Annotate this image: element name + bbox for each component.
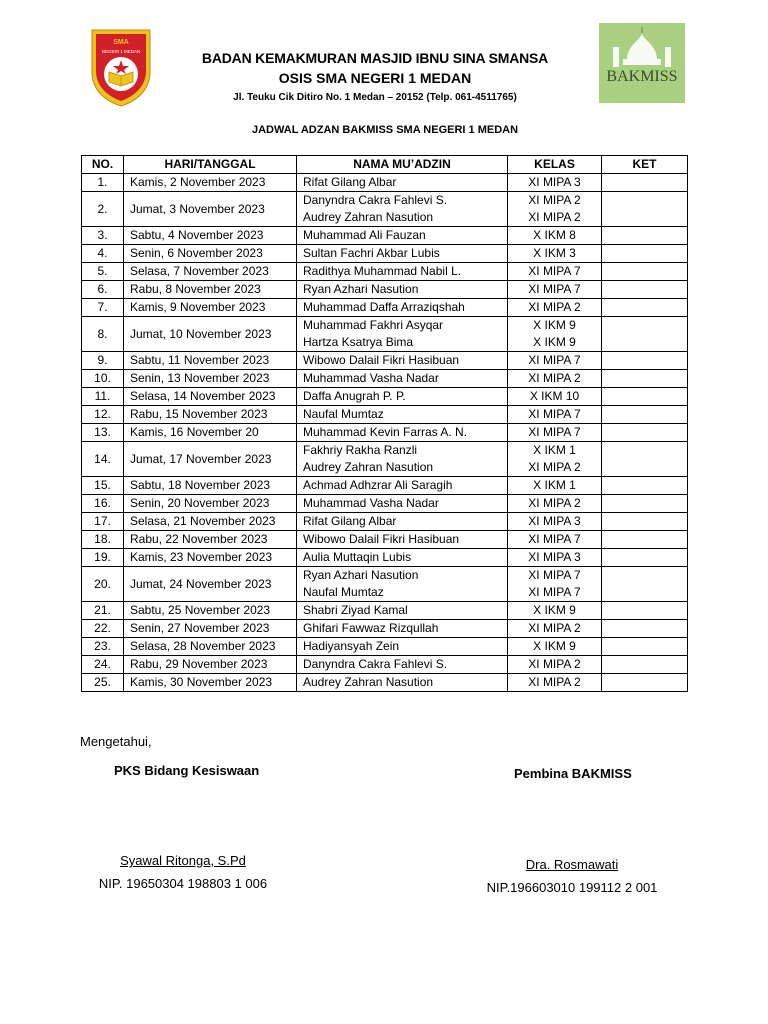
row-date: Rabu, 15 November 2023 xyxy=(124,406,297,424)
row-kelas xyxy=(508,352,602,370)
table-row xyxy=(82,424,688,442)
row-muadzin xyxy=(297,531,508,549)
row-number: 3. xyxy=(82,227,124,245)
logo-top-text: SMA xyxy=(113,39,129,46)
row-number: 14. xyxy=(82,442,124,477)
muadzin-name: Muhammad Ali Fauzan xyxy=(303,228,426,242)
muadzin-name: Muhammad Daffa Arraziqshah xyxy=(303,300,465,314)
kelas-value: XI MIPA 7 xyxy=(528,353,581,367)
kelas-value: X IKM 9 xyxy=(533,318,576,332)
kelas-value: X IKM 10 xyxy=(529,389,580,403)
muadzin-name: Danyndra Cakra Fahlevi S. xyxy=(303,657,448,671)
row-kelas xyxy=(508,531,602,549)
row-ket xyxy=(602,531,688,549)
row-ket xyxy=(602,352,688,370)
row-kelas xyxy=(508,299,602,317)
kelas-value: XI MIPA 2 xyxy=(528,300,581,314)
row-kelas xyxy=(508,567,602,602)
row-number: 8. xyxy=(82,317,124,352)
right-signatory-role: Pembina BAKMISS xyxy=(514,766,632,781)
left-signatory-role: PKS Bidang Kesiswaan xyxy=(114,763,260,778)
kelas-value: XI MIPA 7 xyxy=(528,532,581,546)
bakmiss-logo-text: BAKMISS xyxy=(606,68,678,85)
row-ket xyxy=(602,299,688,317)
kelas-value: XI MIPA 2 xyxy=(528,657,581,671)
table-row xyxy=(82,281,688,299)
row-ket xyxy=(602,602,688,620)
row-kelas xyxy=(508,477,602,495)
table-row xyxy=(82,513,688,531)
kelas-value: X IKM 9 xyxy=(533,603,576,617)
column-header-kelas: KELAS xyxy=(508,156,602,174)
row-date: Kamis, 16 November 20 xyxy=(124,424,297,442)
kelas-value: XI MIPA 7 xyxy=(528,425,581,439)
row-kelas xyxy=(508,549,602,567)
row-muadzin xyxy=(297,549,508,567)
row-kelas xyxy=(508,442,602,477)
row-ket xyxy=(602,192,688,227)
muadzin-name: Shabri Ziyad Kamal xyxy=(303,603,408,617)
left-signatory-nip: NIP. 19650304 198803 1 006 xyxy=(98,876,268,891)
muadzin-name: Danyndra Cakra Fahlevi S. xyxy=(303,193,448,207)
row-number: 21. xyxy=(82,602,124,620)
row-muadzin xyxy=(297,495,508,513)
kelas-value: XI MIPA 7 xyxy=(528,585,581,599)
table-row xyxy=(82,602,688,620)
row-number: 16. xyxy=(82,495,124,513)
muadzin-name: Achmad Adhzrar Ali Saragih xyxy=(303,478,453,492)
row-muadzin xyxy=(297,370,508,388)
org-address: Jl. Teuku Cik Ditiro No. 1 Medan – 20152 (Telp. 061-4511765) xyxy=(233,92,517,103)
row-ket xyxy=(602,620,688,638)
row-kelas xyxy=(508,245,602,263)
kelas-value: XI MIPA 3 xyxy=(528,550,581,564)
row-muadzin xyxy=(297,477,508,495)
muadzin-name: Wibowo Dalail Fikri Hasibuan xyxy=(303,353,460,367)
row-date: Kamis, 30 November 2023 xyxy=(124,674,297,692)
row-number: 19. xyxy=(82,549,124,567)
row-muadzin xyxy=(297,674,508,692)
row-muadzin xyxy=(297,656,508,674)
row-number: 20. xyxy=(82,567,124,602)
table-row xyxy=(82,174,688,192)
row-muadzin xyxy=(297,299,508,317)
row-kelas xyxy=(508,192,602,227)
row-number: 12. xyxy=(82,406,124,424)
row-ket xyxy=(602,370,688,388)
row-ket xyxy=(602,567,688,602)
row-kelas xyxy=(508,513,602,531)
muadzin-name: Rifat Gilang Albar xyxy=(303,175,397,189)
table-row xyxy=(82,477,688,495)
row-number: 24. xyxy=(82,656,124,674)
muadzin-name: Audrey Zahran Nasution xyxy=(303,675,434,689)
row-number: 17. xyxy=(82,513,124,531)
kelas-value: XI MIPA 7 xyxy=(528,264,581,278)
muadzin-name: Aulia Muttaqin Lubis xyxy=(303,550,412,564)
row-muadzin xyxy=(297,317,508,352)
left-signatory-name: Syawal Ritonga, S.Pd xyxy=(120,853,246,868)
row-kelas xyxy=(508,388,602,406)
table-row xyxy=(82,388,688,406)
row-kelas xyxy=(508,674,602,692)
row-ket xyxy=(602,227,688,245)
row-date: Senin, 27 November 2023 xyxy=(124,620,297,638)
row-number: 7. xyxy=(82,299,124,317)
table-row xyxy=(82,442,688,477)
row-ket xyxy=(602,656,688,674)
row-muadzin xyxy=(297,513,508,531)
row-number: 22. xyxy=(82,620,124,638)
row-ket xyxy=(602,317,688,352)
table-row xyxy=(82,406,688,424)
muadzin-name: Hartza Ksatrya Bima xyxy=(303,335,414,349)
muadzin-name: Fakhriy Rakha Ranzli xyxy=(303,443,418,457)
row-number: 9. xyxy=(82,352,124,370)
row-muadzin xyxy=(297,352,508,370)
kelas-value: X IKM 1 xyxy=(533,443,576,457)
right-signatory-nip: NIP.196603010 199112 2 001 xyxy=(486,880,658,895)
table-row xyxy=(82,192,688,227)
row-ket xyxy=(602,281,688,299)
row-date: Senin, 20 November 2023 xyxy=(124,495,297,513)
row-date: Jumat, 17 November 2023 xyxy=(124,442,297,477)
kelas-value: XI MIPA 2 xyxy=(528,621,581,635)
table-row xyxy=(82,656,688,674)
muadzin-name: Audrey Zahran Nasution xyxy=(303,460,434,474)
row-date: Rabu, 29 November 2023 xyxy=(124,656,297,674)
row-muadzin xyxy=(297,227,508,245)
kelas-value: XI MIPA 2 xyxy=(528,193,581,207)
row-date: Selasa, 28 November 2023 xyxy=(124,638,297,656)
row-kelas xyxy=(508,638,602,656)
row-date: Sabtu, 25 November 2023 xyxy=(124,602,297,620)
row-ket xyxy=(602,406,688,424)
org-title: BADAN KEMAKMURAN MASJID IBNU SINA SMANSA xyxy=(201,50,549,66)
row-number: 18. xyxy=(82,531,124,549)
row-kelas xyxy=(508,370,602,388)
row-date: Rabu, 22 November 2023 xyxy=(124,531,297,549)
table-row xyxy=(82,638,688,656)
row-ket xyxy=(602,477,688,495)
document-title: JADWAL ADZAN BAKMISS SMA NEGERI 1 MEDAN xyxy=(251,124,519,136)
row-number: 5. xyxy=(82,263,124,281)
row-kelas xyxy=(508,602,602,620)
row-ket xyxy=(602,674,688,692)
row-ket xyxy=(602,513,688,531)
muadzin-name: Audrey Zahran Nasution xyxy=(303,210,434,224)
muadzin-name: Naufal Mumtaz xyxy=(303,407,384,421)
table-row xyxy=(82,674,688,692)
row-number: 10. xyxy=(82,370,124,388)
school-crest-logo xyxy=(88,26,154,108)
table-header-row xyxy=(82,156,688,174)
kelas-value: XI MIPA 2 xyxy=(528,675,581,689)
row-number: 23. xyxy=(82,638,124,656)
muadzin-name: Ryan Azhari Nasution xyxy=(303,568,419,582)
muadzin-name: Muhammad Vasha Nadar xyxy=(303,496,439,510)
row-muadzin xyxy=(297,245,508,263)
table-row xyxy=(82,531,688,549)
row-ket xyxy=(602,388,688,406)
row-muadzin xyxy=(297,192,508,227)
row-number: 25. xyxy=(82,674,124,692)
table-body xyxy=(82,174,688,692)
row-kelas xyxy=(508,656,602,674)
acknowledged-label: Mengetahui, xyxy=(80,734,152,749)
muadzin-name: Ghifari Fawwaz Rizqullah xyxy=(303,621,439,635)
row-kelas xyxy=(508,227,602,245)
muadzin-name: Muhammad Fakhri Asyqar xyxy=(303,318,444,332)
kelas-value: XI MIPA 3 xyxy=(528,175,581,189)
row-date: Jumat, 3 November 2023 xyxy=(124,192,297,227)
kelas-value: XI MIPA 3 xyxy=(528,514,581,528)
kelas-value: X IKM 8 xyxy=(533,228,576,242)
row-date: Kamis, 9 November 2023 xyxy=(124,299,297,317)
muadzin-name: Rifat Gilang Albar xyxy=(303,514,397,528)
row-number: 15. xyxy=(82,477,124,495)
row-muadzin xyxy=(297,567,508,602)
row-number: 1. xyxy=(82,174,124,192)
row-date: Sabtu, 18 November 2023 xyxy=(124,477,297,495)
org-subtitle: OSIS SMA NEGERI 1 MEDAN xyxy=(278,70,472,86)
muadzin-name: Wibowo Dalail Fikri Hasibuan xyxy=(303,532,460,546)
row-date: Jumat, 10 November 2023 xyxy=(124,317,297,352)
row-kelas xyxy=(508,424,602,442)
row-kelas xyxy=(508,317,602,352)
table-row xyxy=(82,299,688,317)
row-date: Jumat, 24 November 2023 xyxy=(124,567,297,602)
muadzin-name: Sultan Fachri Akbar Lubis xyxy=(303,246,440,260)
column-header-ket: KET xyxy=(602,156,688,174)
row-kelas xyxy=(508,263,602,281)
row-number: 4. xyxy=(82,245,124,263)
kelas-value: X IKM 3 xyxy=(533,246,576,260)
table-row xyxy=(82,495,688,513)
row-muadzin xyxy=(297,281,508,299)
row-ket xyxy=(602,442,688,477)
kelas-value: XI MIPA 7 xyxy=(528,407,581,421)
table-row xyxy=(82,352,688,370)
muadzin-name: Muhammad Vasha Nadar xyxy=(303,371,439,385)
row-ket xyxy=(602,245,688,263)
muadzin-name: Naufal Mumtaz xyxy=(303,585,384,599)
row-muadzin xyxy=(297,424,508,442)
row-kelas xyxy=(508,495,602,513)
right-signatory-name: Dra. Rosmawati xyxy=(525,857,619,872)
bakmiss-logo xyxy=(599,23,685,103)
row-ket xyxy=(602,424,688,442)
row-number: 2. xyxy=(82,192,124,227)
kelas-value: XI MIPA 7 xyxy=(528,282,581,296)
muadzin-name: Muhammad Kevin Farras A. N. xyxy=(303,425,468,439)
table-row xyxy=(82,227,688,245)
row-date: Rabu, 8 November 2023 xyxy=(124,281,297,299)
adzan-schedule-table xyxy=(81,155,688,692)
muadzin-name: Daffa Anugrah P. P. xyxy=(303,389,406,403)
kelas-value: XI MIPA 2 xyxy=(528,210,581,224)
row-muadzin xyxy=(297,263,508,281)
row-muadzin xyxy=(297,406,508,424)
kelas-value: X IKM 9 xyxy=(533,639,576,653)
row-muadzin xyxy=(297,620,508,638)
column-header-no: NO. xyxy=(82,156,124,174)
row-kelas xyxy=(508,174,602,192)
row-date: Kamis, 2 November 2023 xyxy=(124,174,297,192)
table-row xyxy=(82,263,688,281)
row-date: Selasa, 21 November 2023 xyxy=(124,513,297,531)
row-date: Senin, 6 November 2023 xyxy=(124,245,297,263)
row-number: 11. xyxy=(82,388,124,406)
row-kelas xyxy=(508,406,602,424)
row-date: Selasa, 14 November 2023 xyxy=(124,388,297,406)
row-number: 13. xyxy=(82,424,124,442)
table-row xyxy=(82,567,688,602)
row-date: Sabtu, 11 November 2023 xyxy=(124,352,297,370)
table-row xyxy=(82,620,688,638)
muadzin-name: Ryan Azhari Nasution xyxy=(303,282,419,296)
row-number: 6. xyxy=(82,281,124,299)
table-row xyxy=(82,370,688,388)
row-ket xyxy=(602,638,688,656)
row-ket xyxy=(602,549,688,567)
row-muadzin xyxy=(297,442,508,477)
logo-sub-text: NEGERI 1 MEDAN xyxy=(101,49,141,54)
row-muadzin xyxy=(297,602,508,620)
row-date: Selasa, 7 November 2023 xyxy=(124,263,297,281)
kelas-value: XI MIPA 2 xyxy=(528,371,581,385)
table-row xyxy=(82,317,688,352)
table-row xyxy=(82,245,688,263)
row-ket xyxy=(602,263,688,281)
row-ket xyxy=(602,495,688,513)
kelas-value: XI MIPA 7 xyxy=(528,568,581,582)
kelas-value: X IKM 1 xyxy=(533,478,576,492)
row-ket xyxy=(602,174,688,192)
row-kelas xyxy=(508,620,602,638)
table-row xyxy=(82,549,688,567)
muadzin-name: Radithya Muhammad Nabil L. xyxy=(303,264,462,278)
muadzin-name: Hadiyansyah Zein xyxy=(303,639,400,653)
row-muadzin xyxy=(297,388,508,406)
row-date: Senin, 13 November 2023 xyxy=(124,370,297,388)
row-date: Sabtu, 4 November 2023 xyxy=(124,227,297,245)
kelas-value: XI MIPA 2 xyxy=(528,496,581,510)
row-muadzin xyxy=(297,638,508,656)
row-muadzin xyxy=(297,174,508,192)
column-header-muadzin: NAMA MU’ADZIN xyxy=(297,156,508,174)
row-date: Kamis, 23 November 2023 xyxy=(124,549,297,567)
kelas-value: X IKM 9 xyxy=(533,335,576,349)
row-kelas xyxy=(508,281,602,299)
column-header-date: HARI/TANGGAL xyxy=(124,156,297,174)
kelas-value: XI MIPA 2 xyxy=(528,460,581,474)
